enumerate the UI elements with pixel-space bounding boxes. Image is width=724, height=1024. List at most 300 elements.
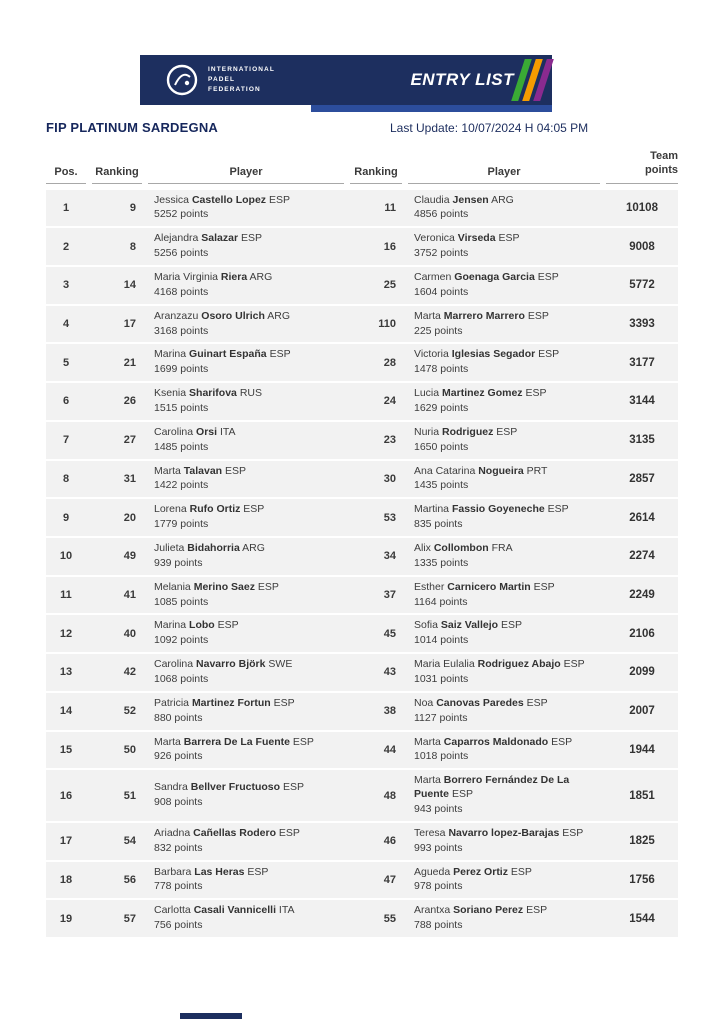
- player-2-cell: [408, 827, 600, 856]
- ranking-2-cell: 55: [383, 912, 396, 925]
- team-points-cell: 3135: [629, 434, 655, 447]
- player-country: ESP: [273, 696, 295, 709]
- player-last-name: Goenaga Garcia: [454, 270, 535, 283]
- player-2-points: 3752 points: [414, 247, 469, 260]
- player-country: ESP: [526, 904, 548, 917]
- player-2-name: [414, 827, 598, 841]
- ranking-1-cell: 54: [123, 835, 136, 848]
- header-ranking-2: Ranking: [350, 150, 402, 184]
- player-2-points: 978 points: [414, 880, 463, 893]
- ranking-2-cell: 37: [383, 589, 396, 602]
- player-last-name: Canovas Paredes: [436, 696, 524, 709]
- player-first-name: Arantxa: [414, 904, 451, 917]
- player-country: ESP: [510, 865, 532, 878]
- ranking-1-cell: 26: [123, 395, 136, 408]
- player-1-cell: [148, 827, 344, 856]
- ranking-2-cell: 44: [383, 743, 396, 756]
- player-last-name: Osoro Ulrich: [201, 309, 265, 322]
- position-cell: 13: [59, 666, 73, 679]
- position-cell: 9: [62, 511, 70, 524]
- player-last-name: Casali Vannicelli: [193, 904, 276, 917]
- player-country: ESP: [551, 735, 573, 748]
- player-2-cell: [408, 736, 600, 765]
- ranking-2-cell: 24: [383, 395, 396, 408]
- player-country: ESP: [526, 696, 548, 709]
- table-row: [46, 693, 678, 730]
- player-country: ESP: [547, 503, 569, 516]
- player-last-name: Nogueira: [478, 464, 524, 477]
- player-1-name: [154, 904, 342, 918]
- player-country: PRT: [526, 464, 548, 477]
- player-2-points: 1164 points: [414, 595, 468, 608]
- banner-stripes-decoration: [518, 59, 547, 101]
- player-2-name: [414, 310, 598, 324]
- player-first-name: Maria Eulalia: [414, 658, 475, 671]
- player-2-points: 4856 points: [414, 208, 469, 221]
- player-1-points: 1422 points: [154, 479, 209, 492]
- position-cell: 4: [62, 318, 70, 331]
- player-country: SWE: [268, 658, 293, 671]
- player-first-name: Noa: [414, 696, 434, 709]
- ranking-2-cell: 28: [383, 356, 396, 369]
- player-first-name: Lucia: [414, 387, 440, 400]
- player-2-cell: [408, 904, 600, 933]
- player-last-name: Jensen: [452, 193, 489, 206]
- player-last-name: Fassio Goyeneche: [451, 503, 545, 516]
- player-2-points: 1629 points: [414, 401, 469, 414]
- last-update-label: Last Update:: [390, 121, 459, 135]
- player-1-points: 1068 points: [154, 672, 209, 685]
- player-last-name: Bidahorria: [187, 541, 240, 554]
- player-last-name: Rodriguez Abajo: [477, 658, 561, 671]
- player-last-name: Iglesias Segador: [451, 348, 536, 361]
- position-cell: 7: [62, 434, 70, 447]
- team-points-cell: 1825: [629, 835, 655, 848]
- player-last-name: Saiz Vallejo: [440, 619, 499, 632]
- player-2-cell: [408, 426, 600, 455]
- player-1-points: 756 points: [154, 919, 203, 932]
- player-2-cell: [408, 387, 600, 416]
- player-1-points: 908 points: [154, 796, 203, 809]
- player-first-name: Marta: [154, 464, 181, 477]
- player-country: ARG: [267, 309, 290, 322]
- header-ranking-1: Ranking: [92, 150, 142, 184]
- player-country: ESP: [538, 348, 560, 361]
- player-2-points: 835 points: [414, 518, 463, 531]
- player-2-cell: [408, 619, 600, 648]
- player-2-cell: [408, 697, 600, 726]
- player-country: RUS: [239, 387, 262, 400]
- player-1-cell: [148, 348, 344, 377]
- page-title: FIP PLATINUM SARDEGNA: [46, 120, 219, 135]
- player-2-cell: [408, 774, 600, 817]
- logo-line-2: PADEL: [208, 75, 236, 83]
- table-body: [46, 190, 678, 938]
- player-last-name: Navarro lopez-Barajas: [448, 826, 560, 839]
- player-2-points: 1031 points: [414, 672, 469, 685]
- team-points-cell: 2249: [629, 589, 655, 602]
- table-row: [46, 267, 678, 304]
- player-1-name: [154, 736, 342, 750]
- ranking-1-cell: 8: [129, 240, 136, 253]
- table-header: [46, 150, 678, 184]
- player-2-cell: [408, 465, 600, 494]
- player-2-points: 788 points: [414, 919, 463, 932]
- player-2-name: [414, 658, 598, 672]
- player-2-name: [414, 542, 598, 556]
- player-last-name: Las Heras: [194, 865, 245, 878]
- player-country: ESP: [562, 826, 584, 839]
- player-2-cell: [408, 866, 600, 895]
- table-row: [46, 538, 678, 575]
- position-cell: 15: [59, 743, 73, 756]
- ranking-2-cell: 11: [384, 201, 396, 214]
- team-points-cell: 2857: [629, 472, 655, 485]
- player-country: ESP: [243, 503, 265, 516]
- player-country: ARG: [491, 193, 514, 206]
- player-2-cell: [408, 348, 600, 377]
- header-player-2: Player: [408, 150, 600, 184]
- ranking-1-cell: 56: [123, 873, 136, 886]
- player-first-name: Ariadna: [154, 826, 191, 839]
- ranking-1-cell: 49: [123, 550, 136, 563]
- header-player-1: Player: [148, 150, 344, 184]
- ranking-1-cell: 27: [123, 434, 136, 447]
- player-first-name: Jessica: [154, 193, 190, 206]
- logo-line-3: FEDERATION: [208, 86, 261, 94]
- player-country: ESP: [525, 387, 547, 400]
- ranking-1-cell: 40: [123, 627, 136, 640]
- player-1-name: [154, 465, 342, 479]
- ranking-1-cell: 50: [123, 743, 136, 756]
- table-row: [46, 654, 678, 691]
- player-1-name: [154, 232, 342, 246]
- player-2-name: [414, 348, 598, 362]
- player-2-name: [414, 426, 598, 440]
- player-2-points: 1650 points: [414, 440, 469, 453]
- player-first-name: Alejandra: [154, 232, 199, 245]
- player-last-name: Barrera De La Fuente: [183, 735, 290, 748]
- player-2-cell: [408, 194, 600, 223]
- player-country: ESP: [563, 658, 585, 671]
- player-first-name: Barbara: [154, 865, 192, 878]
- ranking-1-cell: 21: [123, 356, 136, 369]
- player-country: ESP: [533, 580, 555, 593]
- federation-logo-icon: [164, 62, 200, 98]
- banner-sub-bar: [311, 105, 552, 112]
- entry-list-table: [46, 150, 678, 939]
- player-1-name: [154, 866, 342, 880]
- player-country: ESP: [496, 425, 518, 438]
- player-2-points: 993 points: [414, 841, 463, 854]
- ranking-2-cell: 46: [383, 835, 396, 848]
- ranking-1-cell: 42: [123, 666, 136, 679]
- player-2-name: [414, 271, 598, 285]
- player-country: ESP: [225, 464, 247, 477]
- player-last-name: Lobo: [189, 619, 215, 632]
- player-country: ESP: [282, 781, 304, 794]
- player-1-points: 926 points: [154, 750, 203, 763]
- ranking-1-cell: 41: [123, 589, 136, 602]
- player-first-name: Maria Virginia: [154, 270, 218, 283]
- player-1-cell: [148, 503, 344, 532]
- table-row: [46, 823, 678, 860]
- table-row: [46, 862, 678, 899]
- table-row: [46, 422, 678, 459]
- header-pos: Pos.: [46, 150, 86, 184]
- player-last-name: Borrero Fernández De La Puente: [414, 774, 570, 801]
- team-points-cell: 2007: [629, 705, 655, 718]
- player-2-cell: [408, 503, 600, 532]
- player-last-name: Cañellas Rodero: [193, 826, 276, 839]
- player-1-points: 3168 points: [154, 324, 209, 337]
- player-1-name: [154, 658, 342, 672]
- player-2-cell: [408, 271, 600, 300]
- team-points-cell: 2614: [629, 511, 655, 524]
- position-cell: 1: [62, 201, 70, 214]
- table-row: [46, 499, 678, 536]
- player-2-name: [414, 697, 598, 711]
- team-points-cell: 1944: [629, 743, 655, 756]
- player-first-name: Carolina: [154, 425, 194, 438]
- player-last-name: Talavan: [183, 464, 223, 477]
- team-points-cell: 3177: [629, 356, 655, 369]
- table-row: [46, 900, 678, 937]
- player-first-name: Carolina: [154, 658, 194, 671]
- player-2-points: 943 points: [414, 803, 463, 815]
- team-points-cell: 10108: [626, 201, 658, 214]
- player-country: ESP: [451, 788, 473, 801]
- ranking-2-cell: 30: [383, 472, 396, 485]
- player-2-cell: [408, 542, 600, 571]
- player-2-points: 1435 points: [414, 479, 469, 492]
- player-1-cell: [148, 271, 344, 300]
- player-1-name: [154, 827, 342, 841]
- player-first-name: Patricia: [154, 696, 190, 709]
- player-last-name: Perez Ortiz: [453, 865, 508, 878]
- table-row: [46, 461, 678, 498]
- player-country: ESP: [241, 232, 263, 245]
- player-first-name: Victoria: [414, 348, 449, 361]
- player-first-name: Marta: [414, 309, 441, 322]
- player-last-name: Sharifova: [189, 387, 237, 400]
- player-1-cell: [148, 619, 344, 648]
- player-1-cell: [148, 866, 344, 895]
- player-first-name: Sandra: [154, 781, 188, 794]
- player-2-points: 225 points: [414, 324, 463, 337]
- player-first-name: Teresa: [414, 826, 446, 839]
- player-2-name: [414, 503, 598, 517]
- player-2-points: 1018 points: [414, 750, 469, 763]
- player-1-name: [154, 581, 342, 595]
- ranking-1-cell: 51: [123, 789, 136, 802]
- ranking-1-cell: 20: [123, 511, 136, 524]
- player-first-name: Julieta: [154, 541, 185, 554]
- player-1-cell: [148, 904, 344, 933]
- ranking-2-cell: 53: [383, 511, 396, 524]
- player-1-points: 1485 points: [154, 440, 209, 453]
- table-row: [46, 615, 678, 652]
- player-last-name: Salazar: [201, 232, 239, 245]
- last-update-value: 10/07/2024 H 04:05 PM: [461, 121, 589, 135]
- ranking-2-cell: 43: [383, 666, 396, 679]
- team-points-cell: 2106: [629, 627, 655, 640]
- ranking-1-cell: 14: [123, 279, 136, 292]
- player-2-cell: [408, 232, 600, 261]
- player-last-name: Riera: [220, 270, 248, 283]
- player-last-name: Bellver Fructuoso: [190, 781, 281, 794]
- player-country: ESP: [537, 270, 559, 283]
- ranking-2-cell: 23: [383, 434, 396, 447]
- player-last-name: Navarro Björk: [196, 658, 266, 671]
- player-2-name: [414, 774, 598, 802]
- player-last-name: Guinart España: [189, 348, 267, 361]
- table-row: [46, 306, 678, 343]
- ranking-2-cell: 34: [383, 550, 396, 563]
- ranking-2-cell: 16: [383, 240, 396, 253]
- ranking-1-cell: 57: [123, 912, 136, 925]
- position-cell: 19: [59, 912, 73, 925]
- player-2-cell: [408, 581, 600, 610]
- ranking-1-cell: 17: [123, 318, 136, 331]
- player-country: ESP: [269, 348, 291, 361]
- ranking-1-cell: 31: [123, 472, 136, 485]
- player-last-name: Merino Saez: [193, 580, 255, 593]
- ranking-1-cell: 9: [129, 201, 136, 214]
- player-1-name: [154, 426, 342, 440]
- player-1-cell: [148, 781, 344, 810]
- player-first-name: Lorena: [154, 503, 187, 516]
- ranking-2-cell: 48: [383, 789, 396, 802]
- position-cell: 6: [62, 395, 70, 408]
- player-1-cell: [148, 736, 344, 765]
- ranking-2-cell: 47: [383, 873, 396, 886]
- player-first-name: Melania: [154, 580, 191, 593]
- player-first-name: Ana Catarina: [414, 464, 476, 477]
- player-2-name: [414, 866, 598, 880]
- player-last-name: Rodriguez: [442, 425, 494, 438]
- table-row: [46, 344, 678, 381]
- team-points-cell: 3393: [629, 318, 655, 331]
- team-points-cell: 5772: [629, 279, 655, 292]
- player-1-points: 880 points: [154, 711, 203, 724]
- player-1-cell: [148, 465, 344, 494]
- player-2-cell: [408, 310, 600, 339]
- player-2-cell: [408, 658, 600, 687]
- player-2-points: 1335 points: [414, 556, 469, 569]
- player-first-name: Nuria: [414, 425, 440, 438]
- player-1-cell: [148, 387, 344, 416]
- position-cell: 3: [62, 279, 70, 292]
- player-2-points: 1014 points: [414, 634, 469, 647]
- position-cell: 12: [59, 627, 73, 640]
- player-first-name: Marina: [154, 348, 187, 361]
- player-2-name: [414, 387, 598, 401]
- player-country: ESP: [247, 865, 269, 878]
- player-country: ESP: [217, 619, 239, 632]
- banner-title: ENTRY LIST: [410, 70, 514, 89]
- player-country: ARG: [249, 270, 273, 283]
- position-cell: 10: [59, 550, 73, 563]
- player-first-name: Ksenia: [154, 387, 187, 400]
- player-1-name: [154, 387, 342, 401]
- logo-line-1: INTERNATIONAL: [208, 65, 275, 73]
- position-cell: 18: [59, 873, 73, 886]
- player-2-name: [414, 194, 598, 208]
- player-first-name: Carlotta: [154, 904, 191, 917]
- table-row: [46, 228, 678, 265]
- player-1-name: [154, 310, 342, 324]
- table-row: [46, 732, 678, 769]
- player-first-name: Martina: [414, 503, 450, 516]
- player-last-name: Castello Lopez: [191, 193, 267, 206]
- player-1-name: [154, 348, 342, 362]
- header-team-points: Team points: [606, 150, 678, 184]
- table-row: [46, 577, 678, 614]
- team-points-cell: 1851: [629, 789, 655, 802]
- player-1-points: 4168 points: [154, 285, 209, 298]
- team-points-cell: 2274: [629, 550, 655, 563]
- player-last-name: Collombon: [433, 541, 489, 554]
- player-1-points: 778 points: [154, 880, 203, 893]
- position-cell: 16: [59, 789, 73, 802]
- player-last-name: Caparros Maldonado: [443, 735, 549, 748]
- federation-logo-text: [208, 65, 275, 95]
- ranking-1-cell: 52: [123, 705, 136, 718]
- header-banner: [140, 55, 552, 105]
- player-last-name: Orsi: [196, 425, 218, 438]
- federation-logo: [164, 62, 275, 98]
- player-country: ESP: [268, 193, 290, 206]
- player-country: ESP: [292, 735, 314, 748]
- player-country: ESP: [500, 619, 522, 632]
- player-1-name: [154, 271, 342, 285]
- player-1-points: 5252 points: [154, 208, 209, 221]
- player-first-name: Marina: [154, 619, 187, 632]
- player-1-points: 1515 points: [154, 401, 209, 414]
- player-2-points: 1478 points: [414, 363, 469, 376]
- position-cell: 17: [59, 835, 73, 848]
- player-last-name: Soriano Perez: [453, 904, 524, 917]
- player-1-points: 1092 points: [154, 634, 209, 647]
- player-2-name: [414, 619, 598, 633]
- table-row: [46, 770, 678, 821]
- player-1-cell: [148, 581, 344, 610]
- position-cell: 11: [60, 589, 72, 602]
- player-1-points: 832 points: [154, 841, 203, 854]
- player-1-name: [154, 781, 342, 795]
- player-first-name: Marta: [414, 735, 441, 748]
- player-1-points: 5256 points: [154, 247, 209, 260]
- player-1-name: [154, 503, 342, 517]
- player-first-name: Claudia: [414, 193, 450, 206]
- position-cell: 2: [62, 240, 70, 253]
- player-2-points: 1127 points: [414, 711, 468, 724]
- team-points-cell: 3144: [629, 395, 655, 408]
- player-2-name: [414, 465, 598, 479]
- table-row: [46, 383, 678, 420]
- player-country: ARG: [242, 541, 265, 554]
- player-first-name: Sofia: [414, 619, 438, 632]
- player-country: FRA: [491, 541, 513, 554]
- player-country: ESP: [527, 309, 549, 322]
- player-1-points: 1699 points: [154, 363, 209, 376]
- position-cell: 5: [62, 356, 70, 369]
- position-cell: 8: [62, 472, 70, 485]
- player-last-name: Marrero Marrero: [443, 309, 525, 322]
- player-2-points: 1604 points: [414, 285, 469, 298]
- player-2-name: [414, 232, 598, 246]
